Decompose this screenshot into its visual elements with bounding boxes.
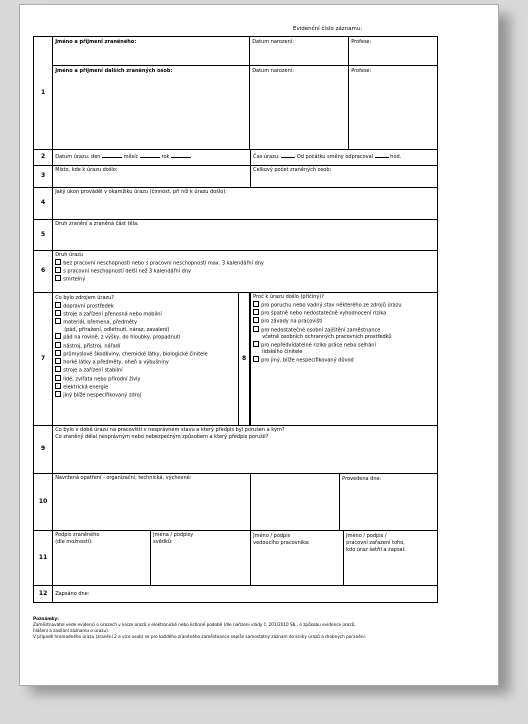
others-profession-field[interactable]: Profese: — [351, 67, 372, 74]
injury-record-form — [33, 36, 438, 603]
checkbox-icon — [55, 391, 61, 397]
manager-signature-field[interactable]: Jméno / podpis vedoucího pracovníka: — [253, 533, 310, 546]
activity-field[interactable]: Jaký úkon prováděl v okamžiku úrazu (činnost, při níž k úrazu došlo): — [53, 188, 438, 220]
kind-option-3[interactable]: smrtelný — [55, 275, 435, 283]
month-label: měsíc — [123, 154, 139, 161]
checkbox-icon — [55, 275, 61, 281]
checkbox-icon — [253, 301, 259, 307]
cause-section — [251, 293, 438, 426]
row-number: 5 — [34, 220, 53, 251]
checkbox-icon — [55, 358, 61, 364]
notes-line-3: V případě hromadného úrazu (zranění 2 a více osob) se pro každého zraněného zaměstnance sepíše samostatný záznam do knihy úrazů a drobných poranění. — [33, 634, 366, 640]
checkbox-icon — [55, 383, 61, 389]
notes-line-2: hlášení a zasílání záznamu o úrazu). — [33, 628, 110, 634]
accident-time-field[interactable] — [251, 150, 438, 166]
row-1 — [34, 37, 438, 150]
row-number: 4 — [34, 188, 53, 220]
source-option-10[interactable]: elektrická energie — [55, 383, 236, 391]
checkbox-icon — [253, 356, 259, 362]
source-option-1[interactable]: dopravní prostředek — [55, 302, 236, 310]
cause-title: Proč k úrazu došlo (příčiny)? — [253, 294, 324, 300]
accident-date-field[interactable] — [53, 150, 251, 166]
source-option-11[interactable]: jiný blíže nespecifikovaný zdroj — [55, 391, 236, 399]
injured-count-field[interactable]: Celkový počet zraněných osob: — [251, 166, 438, 188]
row-number: 2 — [34, 150, 53, 166]
row-2 — [34, 150, 438, 166]
witness-signature-field[interactable]: Jména / podpisy svědků: — [151, 531, 251, 586]
row-number: 9 — [34, 426, 53, 474]
checkbox-icon — [253, 309, 259, 315]
row-number: 12 — [34, 586, 53, 603]
cause-option-4[interactable]: pro nedostatečné osobní zajištění zaměstnance — [253, 326, 435, 334]
checkbox-icon — [55, 342, 61, 348]
source-option-5[interactable]: nástroj, přístroj, nářadí — [55, 342, 236, 350]
row-4 — [34, 188, 438, 220]
checkbox-icon — [55, 310, 61, 316]
checkbox-icon — [55, 318, 61, 324]
violation-field[interactable] — [53, 426, 438, 474]
cause-option-5-sub: lidského činitele — [262, 348, 303, 355]
row-7-8 — [34, 293, 438, 426]
cause-option-1[interactable]: pro poruchu nebo vadný stav některého ze zdrojů úrazu — [253, 301, 435, 309]
notes-title: Poznámky: — [33, 616, 59, 621]
accident-place-field[interactable]: Místo, kde k úrazu došlo: — [53, 166, 251, 188]
investigator-signature-field[interactable]: Jméno / podpis / pracovní zařazení toho, kdo úraz šetřil a zapsal: — [344, 531, 437, 585]
row-number: 6 — [34, 251, 53, 293]
birth-date-field[interactable]: Datum narození: — [250, 37, 349, 65]
cause-option-6[interactable]: pro jiný, blíže nespecifikovaný důvod — [253, 356, 435, 364]
accident-kind-section — [53, 251, 438, 293]
profession-field[interactable]: Profese: — [349, 37, 437, 65]
other-injured-field[interactable]: Jméno a příjmení dalších zraněných osob: — [53, 65, 250, 149]
checkbox-icon — [55, 333, 61, 339]
checkbox-icon — [253, 341, 259, 347]
checkbox-icon — [55, 350, 61, 356]
hours-suffix: hod. — [390, 154, 402, 161]
row-number: 10 — [34, 474, 53, 531]
injured-signature-field[interactable]: Podpis zraněného (dle možností): — [53, 531, 151, 586]
source-option-3-sub: (pád, přiražení, odlétnutí, náraz, zavalení) — [64, 326, 170, 333]
row-3 — [34, 166, 438, 188]
date-label: Datum úrazu: den — [55, 154, 101, 161]
source-option-6[interactable]: průmyslové škodliviny, chemické látky, biologické činitele — [55, 350, 236, 358]
row-9 — [34, 426, 438, 474]
shift-hours-label: Od počátku směny odpracoval — [296, 154, 374, 161]
source-option-4[interactable]: pád na rovině, z výšky, do hloubky, propadnutí — [55, 333, 236, 341]
notes-line-1: Zaměstnavatel vede evidenci o úrazech v knize úrazů v elektronické nebo listinné podobě (dle nařízení vlády č. 201/2010 Sb., o způsobu evidence úrazů, — [33, 622, 356, 628]
time-label: Čas úrazu: — [253, 154, 280, 161]
row-number: 11 — [34, 531, 53, 586]
source-option-7[interactable]: horké látky a předměty, oheň a výbušniny — [55, 358, 236, 366]
source-title: Co bylo zdrojem úrazu? — [55, 295, 114, 301]
checkbox-icon — [55, 259, 61, 265]
year-label: rok — [161, 154, 170, 161]
kind-option-1[interactable]: bez pracovní neschopnosti nebo s pracovní neschopností max. 3 kalendářní dny — [55, 259, 435, 267]
source-option-3[interactable]: materiál, břemena, předměty — [55, 318, 236, 326]
measures-field[interactable]: Navržená opatření - organizační, technická, výchovné: — [53, 474, 251, 531]
done-date-field[interactable]: Provedena dne: — [340, 474, 437, 530]
source-option-9[interactable]: lidé, zvířata nebo přírodní živly — [55, 375, 236, 383]
kind-option-2[interactable]: s pracovní neschopností delší než 3 kalendářní dny — [55, 267, 435, 275]
row-number: 1 — [34, 37, 53, 150]
evidence-number-label: Evidenční číslo záznamu: — [293, 26, 363, 32]
injured-name-field[interactable]: Jméno a příjmení zraněného: — [53, 37, 250, 65]
row-number: 3 — [34, 166, 53, 188]
row-number: 7 — [34, 293, 53, 426]
checkbox-icon — [253, 317, 259, 323]
row-12 — [34, 586, 438, 603]
violation-question-1: Co bylo v době úrazu na pracovišti v nesprávném stavu a který předpis byl porušen a kým? — [55, 427, 285, 433]
row-number: 8 — [239, 293, 250, 425]
checkbox-icon — [55, 375, 61, 381]
row-11 — [34, 531, 438, 586]
source-section — [53, 293, 238, 425]
source-option-2[interactable]: stroje a zařízení přenosná nebo mobilní — [55, 310, 236, 318]
row-6 — [34, 251, 438, 293]
cause-option-4-sub: včetně osobních ochranných pracovních prostředků — [262, 333, 392, 340]
row-5 — [34, 220, 438, 251]
injury-type-field[interactable]: Druh zranění a zraněná část těla: — [53, 220, 438, 251]
cause-option-5[interactable]: pro nepředvídatelné riziko práce nebo selhání — [253, 341, 435, 349]
cause-option-3[interactable]: pro závady na pracovišti — [253, 317, 435, 325]
source-option-8[interactable]: stroje a zařízení stabilní — [55, 366, 236, 374]
recorded-date-field[interactable]: Zapsáno dne: — [53, 586, 438, 603]
others-birth-field[interactable]: Datum narození: — [250, 65, 349, 149]
violation-question-2: Co zraněný dělal nesprávným nebo nebezpečným způsobem a který předpis porušil? — [55, 433, 269, 440]
notes-section — [33, 616, 453, 640]
checkbox-icon — [55, 267, 61, 273]
checkbox-icon — [253, 326, 259, 332]
accident-kind-title: Druh úrazu — [55, 252, 84, 258]
cause-option-2[interactable]: pro špatně nebo nedostatečně vyhodnocení rizika — [253, 309, 435, 317]
checkbox-icon — [55, 366, 61, 372]
checkbox-icon — [55, 302, 61, 308]
row-10 — [34, 474, 438, 531]
